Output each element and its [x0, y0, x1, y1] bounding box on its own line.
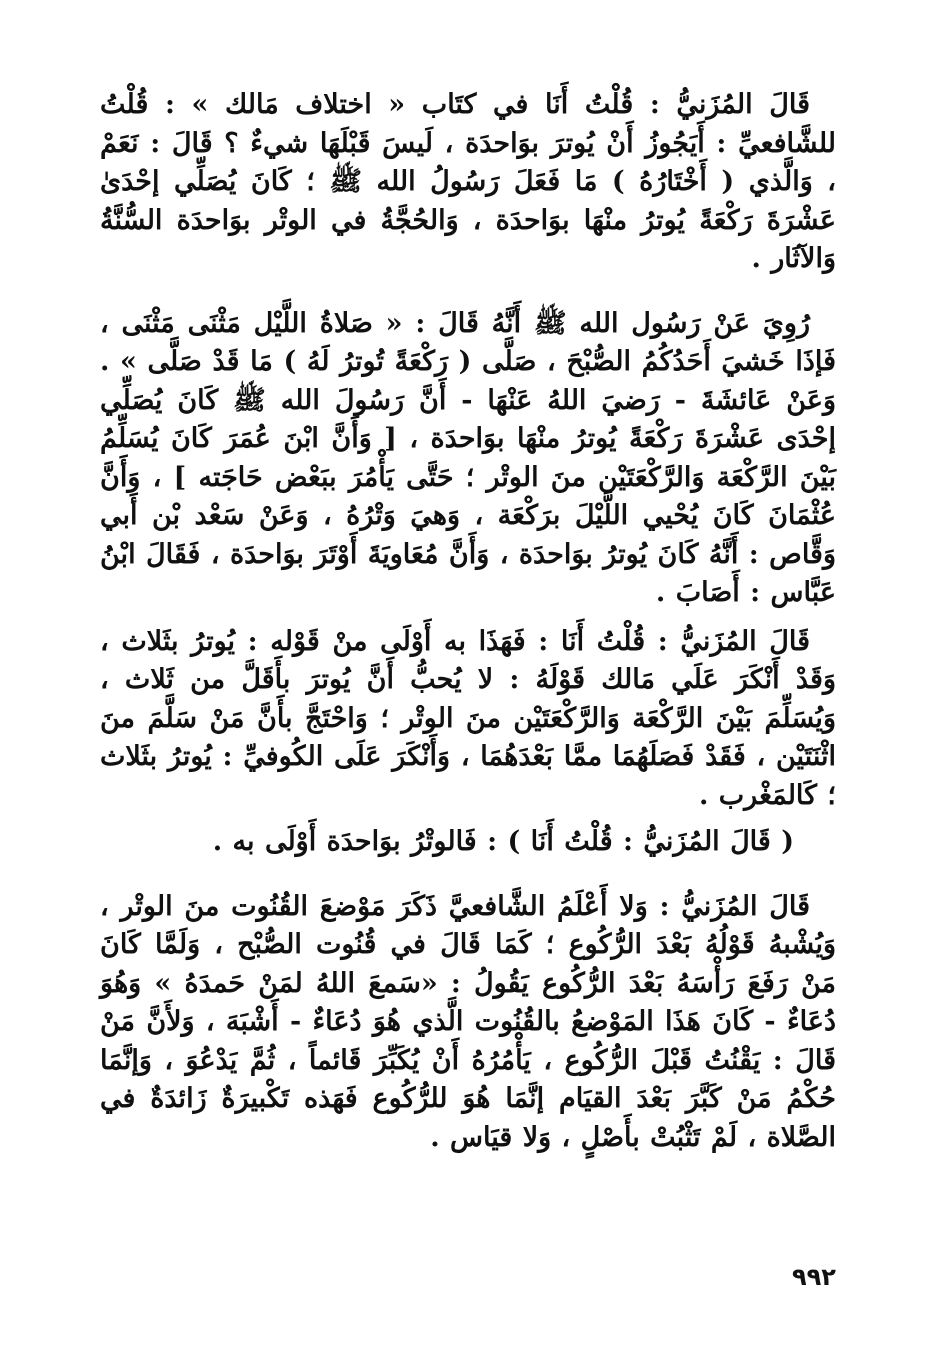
page-body	[100, 86, 836, 1157]
page-number: ٩٩٢	[792, 1263, 836, 1291]
paragraph-4: ( قَالَ المُزَنيُّ : قُلْتُ أَنَا ) : فَالوتْرُ بوَاحدَة أَوْلَى به .	[212, 826, 794, 857]
paragraph-2: رُوِيَ عَنْ رَسُول الله ﷺ أَنَّهُ قَالَ : « صَلاةُ اللَّيْل مَثْنَى مَثْنَى ، فَإذَا خَشيَ أَحَدُكُمُ الصُّبْحَ ، صَلَّى ( رَكْعَةً تُوترُ لَهُ ) مَا قَدْ صَلَّى » . وَعَنْ عَائشَةَ - رَضيَ اللهُ عَنْهَا - أَنَّ رَسُولَ الله ﷺ كَانَ يُصَلِّي إحْدَى عَشْرَةَ رَكْعَةً يُوترُ منْهَا بوَاحدَة ، [ وَأَنَّ ابْنَ عُمَرَ كَانَ يُسَلِّمُ بَيْنَ الرَّكْعَة وَالرَّكْعَتَيْن منَ الوتْر ؛ حَتَّى يَأْمُرَ ببَعْض حَاجَته ] ، وَأَنَّ عُثْمَانَ كَانَ يُحْيي اللَّيْلَ برَكْعَة ، وَهيَ وَتْرُهُ ، وَعَنْ سَعْد بْن أَبي وَقَّاص : أَنَّهُ كَانَ يُوترُ بوَاحدَة ، وَأَنَّ مُعَاويَةَ أَوْتَرَ بوَاحدَة ، فَقَالَ ابْنُ عَبَّاس : أَصَابَ .	[100, 307, 837, 608]
paragraph-3: قَالَ المُزَنيُّ : قُلْتُ أَنَا : فَهَذَا به أَوْلَى منْ قَوْله : يُوترُ بثَلاث ، وَقَدْ أَنْكَرَ عَلَي مَالك قَوْلَهُ : لا يُحبُّ أَنَّ يُوترَ بأَقَلَّ من ثَلاث ، وَيُسَلِّمَ بَيْنَ الرَّكْعَة وَالرَّكْعَتَيْن منَ الوتْر ؛ وَاحْتَجَّ بأَنَّ مَنْ سَلَّمَ منَ اثْنَتَيْن ، فَقَدْ فَصَلَهُمَا ممَّا بَعْدَهُمَا ، وَأَنْكَرَ عَلَى الكُوفيِّ : يُوترُ بثَلاث ؛ كَالمَغْرب .	[100, 625, 836, 811]
paragraph-1: قَالَ المُزَنيُّ : قُلْتُ أَنَا في كتَاب « اختلاف مَالك » : قُلْتُ للشَّافعيِّ : أَيَجُوزُ أَنْ يُوترَ بوَاحدَة ، لَيسَ قَبْلَهَا شيءٌ ؟ قَالَ : نَعَمْ ، وَالَّذي ( أَخْتَارُهُ ) مَا فَعَلَ رَسُولُ الله ﷺ ؛ كَانَ يُصَلِّي إحْدَىٰ عَشْرَةَ رَكْعَةً يُوترُ منْهَا بوَاحدَة ، وَالحُجَّةُ في الوتْر بوَاحدَة السُّنَّةُ وَالآثَار .	[100, 89, 836, 274]
paragraph-5: قَالَ المُزَنيُّ : وَلا أَعْلَمُ الشَّافعيَّ ذَكَرَ مَوْضعَ القُنُوت منَ الوتْر ، وَيُشْبهُ قَوْلُهُ بَعْدَ الرُّكُوع ؛ كَمَا قَالَ في قُنُوت الصُّبْح ، وَلَمَّا كَانَ مَنْ رَفَعَ رَأْسَهُ بَعْدَ الرُّكُوع يَقُولُ : «سَمعَ اللهُ لمَنْ حَمدَهُ » وَهُوَ دُعَاءٌ - كَانَ هَذَا المَوْضعُ بالقُنُوت الَّذي هُوَ دُعَاءٌ - أَشْبَهَ ، وَلأَنَّ مَنْ قَالَ : يَقْنُتُ قَبْلَ الرُّكُوع ، يَأْمُرُهُ أَنْ يُكَبِّرَ قَائماً ، ثُمَّ يَدْعُوَ ، وَإنَّمَا حُكْمُ مَنْ كَبَّرَ بَعْدَ القيَام إنَّمَا هُوَ للرُّكُوع فَهَذه تَكْبيرَةٌ زَائدَةٌ في الصَّلاة ، لَمْ تَثْبُتْ بأَصْلٍ ، وَلا قيَاس .	[100, 890, 836, 1153]
